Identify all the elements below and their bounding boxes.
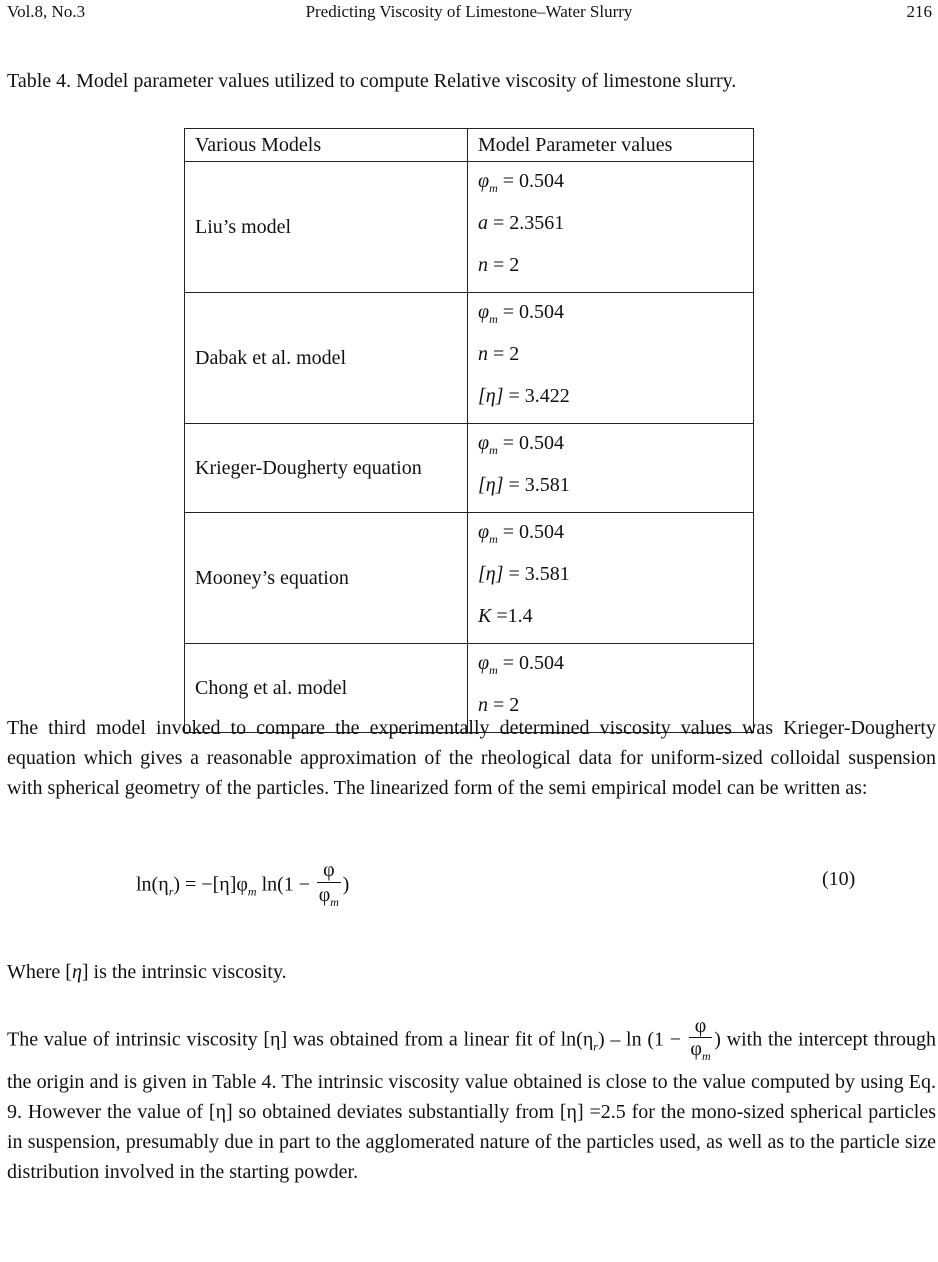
parameter-cell	[468, 293, 754, 424]
denominator	[690, 1038, 710, 1067]
param-symbol: [η]	[478, 563, 504, 585]
paragraph	[7, 1015, 936, 1187]
numerator: φ	[317, 858, 341, 883]
eta-symbol: η	[71, 961, 82, 983]
text: ] is the intrinsic viscosity.	[81, 961, 287, 983]
table-header-row	[185, 129, 754, 162]
model-name: Liu’s model	[185, 162, 468, 293]
journal-volume: Vol.8, No.3	[7, 2, 86, 21]
param-value: = 3.581	[508, 563, 570, 585]
column-header: Various Models	[185, 129, 468, 162]
page-number: 216	[906, 2, 932, 21]
text: Where [	[7, 961, 72, 983]
param-subscript: m	[489, 532, 498, 546]
param-value: = 3.581	[508, 474, 570, 496]
table-row	[185, 424, 754, 513]
param-value: = 3.422	[508, 385, 570, 407]
param-symbol: K	[478, 605, 492, 627]
parameter	[478, 426, 743, 468]
param-symbol: [η]	[478, 474, 504, 496]
fraction	[317, 858, 341, 914]
param-value: = 0.504	[502, 432, 565, 454]
column-header: Model Parameter values	[468, 129, 754, 162]
param-symbol: φ	[478, 170, 490, 192]
param-subscript: m	[489, 181, 498, 195]
denominator	[319, 883, 339, 914]
equation-number: (10)	[822, 868, 856, 890]
eq-text: φ	[318, 884, 331, 906]
param-symbol: φ	[478, 432, 490, 454]
param-value: = 2	[493, 694, 520, 716]
parameter	[478, 599, 743, 641]
parameter	[478, 337, 743, 379]
param-symbol: φ	[478, 301, 490, 323]
param-symbol: n	[478, 694, 488, 716]
param-value: = 2.3561	[493, 212, 565, 234]
param-subscript: m	[489, 312, 498, 326]
equation-10	[136, 858, 349, 914]
parameter	[478, 557, 743, 599]
where-line	[7, 957, 936, 987]
text: ) – ln (1 −	[597, 1028, 687, 1051]
parameter	[478, 646, 743, 688]
param-symbol: φ	[478, 521, 490, 543]
model-name: Mooney’s equation	[185, 513, 468, 644]
param-value: =1.4	[496, 605, 533, 627]
eq-sub: m	[247, 884, 257, 899]
param-subscript: m	[489, 443, 498, 457]
parameter	[478, 515, 743, 557]
text: The value of intrinsic viscosity [η] was obtained from a linear fit of ln(η	[7, 1028, 594, 1051]
parameter	[478, 164, 743, 206]
param-value: = 2	[493, 254, 520, 276]
parameter-cell	[468, 424, 754, 513]
param-symbol: n	[478, 254, 488, 276]
eq-text: ln(1 −	[256, 873, 316, 896]
eq-text: )	[342, 873, 350, 896]
parameter-cell	[468, 513, 754, 644]
numerator: φ	[689, 1015, 713, 1038]
sub: r	[593, 1039, 598, 1054]
param-value: = 2	[493, 343, 520, 365]
model-name: Krieger-Dougherty equation	[185, 424, 468, 513]
parameter	[478, 248, 743, 290]
parameter	[478, 379, 743, 421]
param-symbol: [η]	[478, 385, 504, 407]
table-caption: Table 4. Model parameter values utilized to compute Relative viscosity of limestone slurry.	[7, 70, 737, 92]
table-row	[185, 513, 754, 644]
parameter	[478, 468, 743, 510]
param-symbol: φ	[478, 652, 490, 674]
param-value: = 0.504	[502, 301, 565, 323]
fraction	[689, 1015, 713, 1067]
param-value: = 0.504	[502, 170, 565, 192]
param-symbol: n	[478, 343, 488, 365]
sub: m	[701, 1049, 711, 1063]
eq-sub: r	[168, 884, 174, 899]
parameter-cell	[468, 162, 754, 293]
param-value: = 0.504	[502, 652, 565, 674]
table-row	[185, 293, 754, 424]
eq-text: ln(η	[136, 873, 169, 896]
text: φ	[690, 1038, 702, 1060]
parameter	[478, 295, 743, 337]
text: ) with the intercept through the origin and is given in Table 4. The intrinsic viscosity value obtained is close to the value computed by using Eq. 9. However the value of [η] so obtained deviates substantially from [η] =2.5 for the mono-sized spherical particles in suspension, presumably due in part to the agglomerated nature of the particles used, as well as to the particle size distribution involved in the starting powder.	[7, 1028, 937, 1183]
table-row	[185, 162, 754, 293]
paragraph: The third model invoked to compare the experimentally determined viscosity values was Krieger-Dougherty equation which gives a reasonable approximation of the rheological data for uniform-sized colloidal suspension with spherical geometry of the particles. The linearized form of the semi empirical model can be written as:	[7, 717, 936, 799]
eq-text: ) = −[η]φ	[173, 873, 248, 896]
running-title: Predicting Viscosity of Limestone–Water Slurry	[305, 2, 633, 21]
param-symbol: a	[478, 212, 488, 234]
model-parameter-table	[184, 128, 754, 733]
model-name: Dabak et al. model	[185, 293, 468, 424]
param-value: = 0.504	[502, 521, 565, 543]
model-name: Chong et al. model	[185, 644, 468, 733]
param-subscript: m	[489, 663, 498, 677]
eq-sub: m	[330, 895, 339, 909]
parameter	[478, 206, 743, 248]
